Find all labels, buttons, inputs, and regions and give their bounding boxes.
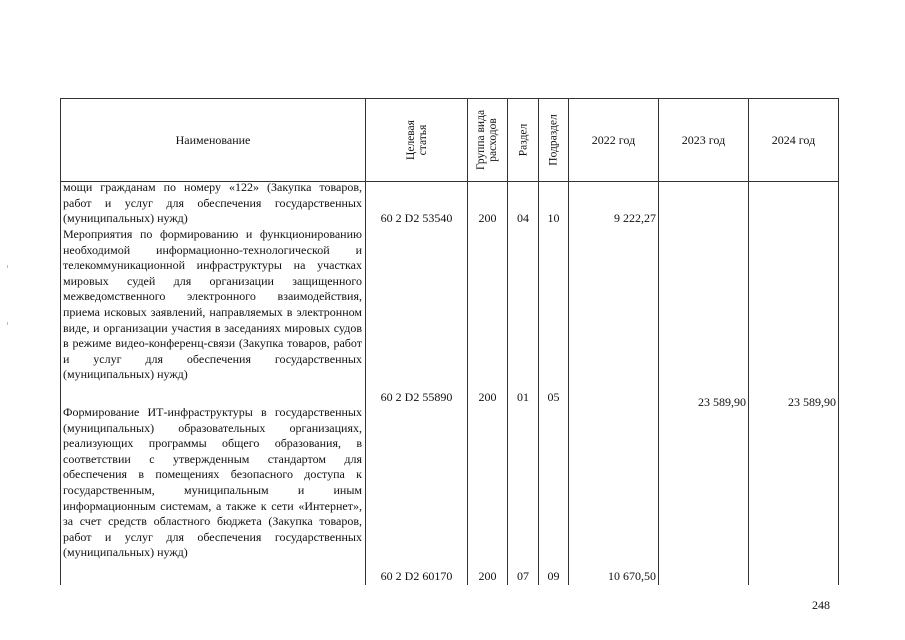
header-2024: 2024 год: [771, 132, 816, 147]
header-2022: 2022 год: [591, 132, 636, 147]
header-expense-group: Группа вида расходов: [475, 109, 500, 171]
row-2-name: Мероприятия по формированию и функционированию необходимой информационно-технологической и телекоммуникационной инфраструктуры на участках мировых судей для организации защищенного межведомственного электронного взаимодействия, приема исковых заявлений, направляемых в электронном виде, и организации участия в заседаниях мировых судов в режиме видео-конференц-связи (Закупка товаров, работ и услуг для обеспечения государственных (муниципальных) нужд): [63, 227, 362, 382]
page-number: 248: [812, 598, 830, 612]
header-2023: 2023 год: [681, 132, 726, 147]
row-3-target-article: 60 2 D2 60170: [380, 569, 453, 583]
header-name: Наименование: [175, 132, 251, 147]
row-2-2023: 23 589,90: [698, 395, 746, 409]
header-target-article: Целевая статья: [404, 120, 429, 160]
row-3-subsection: 09: [547, 569, 560, 583]
row-1-expense-group: 200: [478, 211, 497, 225]
row-2-2024: 23 589,90: [788, 395, 836, 409]
scan-mark: [7, 265, 8, 268]
header-section: Раздел: [517, 123, 529, 157]
row-3-2022: 10 670,50: [608, 569, 656, 583]
row-2-target-article: 60 2 D2 55890: [380, 390, 453, 404]
row-2-section: 01: [517, 390, 529, 404]
header-subsection: Подраздел: [547, 114, 560, 166]
scan-mark: [7, 322, 8, 325]
row-1-2022: 9 222,27: [614, 211, 656, 225]
row-2-expense-group: 200: [478, 390, 497, 404]
row-1-name: мощи гражданам по номеру «122» (Закупка товаров, работ и услуг для обеспечения государственных (муниципальных) нужд): [63, 180, 362, 226]
col-border: [838, 98, 839, 585]
row-1-subsection: 10: [547, 211, 560, 225]
row-3-expense-group: 200: [478, 569, 497, 583]
row-1-target-article: 60 2 D2 53540: [380, 211, 453, 225]
row-3-section: 07: [517, 569, 529, 583]
row-1-section: 04: [517, 211, 529, 225]
row-3-name: Формирование ИТ-инфраструктуры в государственных (муниципальных) образовательных организациях, реализующих программы общего образования, в соответствии с утвержденным стандартом для обеспечения в помещениях безопасного доступа к государственным, муниципальным и иным информационным системам, а также к сети «Интернет», за счет средств областного бюджета (Закупка товаров, работ и услуг для обеспечения государственных (муниципальных) нужд): [63, 405, 362, 560]
row-2-subsection: 05: [547, 390, 560, 404]
